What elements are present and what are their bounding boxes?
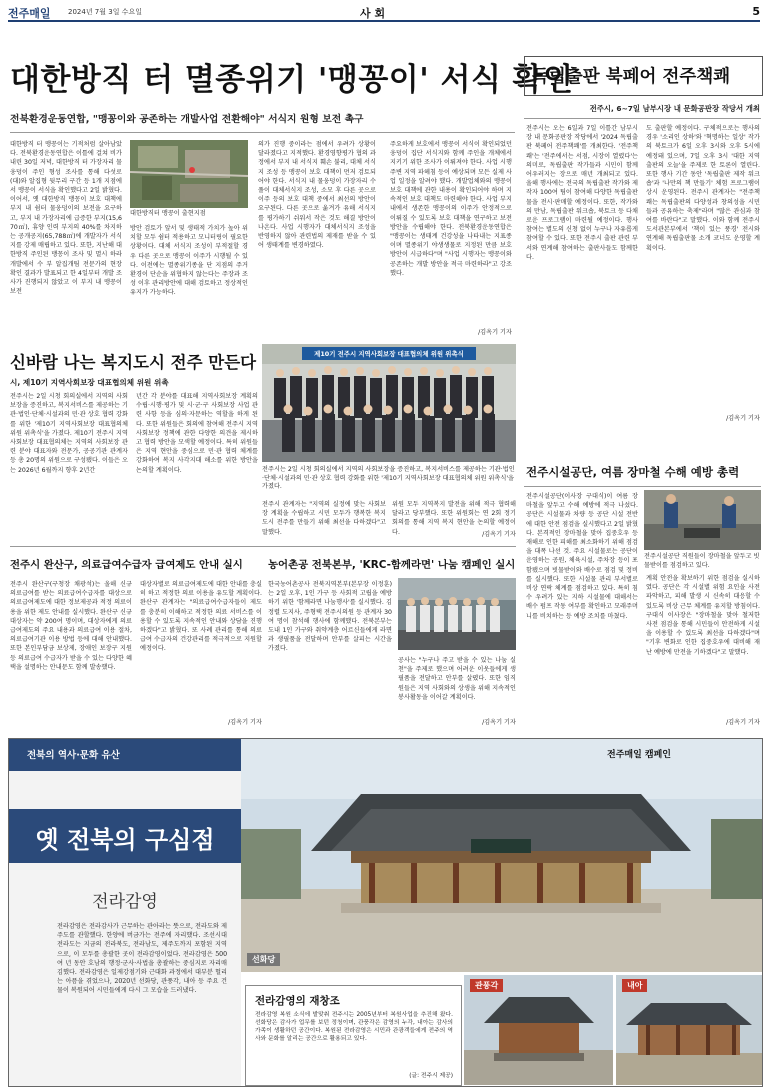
article3-byline: /김옥기 기자 — [482, 531, 516, 538]
section-title: 사 회 — [360, 7, 386, 20]
heritage-subtitle: 전라감영 — [92, 892, 158, 912]
article4-col2: 계획 안전을 확보하기 위한 점검을 실시하였다. 공단은 각 시설별 위험 요인을 사전 파악하고, 피해 발생 시 신속히 대응할 수 있도록 비상 근무 체계를 유지할 방침이다. 구대식 이사장은 "장마철을 맞아 철저한 사전 점검을 통해 시민들이 안전하게 시설을 이용할 수 있도록 최선을 다하겠다"며 "기후 변화로 인한 집중호우에 대비해 재난 예방에 만전을 기하겠다"고 말했다. — [646, 575, 760, 656]
group-photo-image — [262, 344, 516, 462]
article1-col3: 주요하게 보호에서 맹꽁이 서식이 확인되었던 웅덩이 집단 서식지와 함께 주인을 개체에서 지키기 위한 조사가 이뤄져야 한다. 사업 시행 주변 지역 파헤침 등이 예상되며 모든 실제 사업 일정을 알려야 했다. 개발업체와의 맹꽁이 보호 대책에 관한 내용이 확인되어야 하며 지속적인 보호 대책도 마련해야 한다. 사업 부지 내에서 생존한 맹꽁이의 이주가 안정적으로 이뤄질 수 있도록 보호 대책을 연구하고 보전 방안을 수립해야 한다. 전북환경운동연합은 "맹꽁이는 생태계 건강성을 나타내는 지표종이며 멸종위기 야생생물로 지정된 만큼 보호 방안이 시급하다"며 "사업 시행자는 맹꽁이와 공존하는 개발 방안을 적극 마련하라"고 강조했다. — [390, 141, 512, 277]
article2-col1: 전주시는 오는 6일과 7일 이틀간 남부시장 내 문화공판장 작당에서 '2024 독립출판 북페어 전주책쾌'를 개최한다. '전주책쾌'는 '전주에서는 서점, 시장이 열렸다'는 의미로, 독립출판 작가들과 시민이 함께 어우러지는 장으로 매년 개최되고 있다. 올해 행사에는 전국의 독립출판 작가와 제작자 100여 팀이 참여해 다양한 독립출판물을 전시·판매할 예정이다. 또한, 작가와의 만남, 독립출판 워크숍, 북토크 등 다채로운 프로그램이 마련될 예정이다. 행사 참여는 별도의 신청 없이 누구나 자유롭게 참여할 수 있다. 또한 전주시 출판 관련 부서와 연계해 참여하는 출판사들도 함께한다. — [526, 125, 638, 261]
article2-subtitle: 전주시, 6~7일 남부시장 내 문화공판장 작당서 개최 — [589, 104, 760, 113]
heritage-main-photo — [241, 739, 762, 972]
article1-col2b: 방안 검토가 앞서 및 생태적 가치가 높아 위치할 모두 쉼터 적용하고 모니터링이 필요한 상황이다. 대체 서식지 조성이 부적절할 경우 다른 곳으로 맹꽁이 이주가 시행될 수 있다. 이전에는 멸종위기종을 단 지점의 주거환경이 단순을 위협하지 않는다는 주장과 조성 이후 관리방안에 대해 검토하고 정상적인 유지가 가능하다. — [130, 225, 248, 297]
article4-byline: /김옥기 기자 — [726, 719, 760, 726]
paper-name: 전주매일 — [8, 7, 51, 20]
page-number: 5 — [752, 5, 760, 18]
article1-photo-caption: 대한방직터 맹꽁이 출현지점 — [130, 210, 206, 217]
article3-banner-text: 제10기 전주시 지역사회보장 대표협의체 위원 위촉식 — [314, 350, 464, 358]
heritage-section — [8, 738, 763, 1087]
article5-headline: 전주시 완산구, 의료급여수급자 급여제도 안내 실시 — [10, 559, 243, 571]
heritage-label-seonhwadang: 선화당 — [247, 953, 280, 966]
heritage-box-body: 전라감영 복원 소식에 발맞춰 전주시는 2005년부터 복원사업을 추진해 왔다. 선화당은 감사가 업무를 보던 정청이며, 관풍각은 감영의 누각, 내아는 감사의 가족이 생활하던 공간이다. 복원된 전라감영은 시민과 관광객들에게 전주의 역사와 문화를 알리는 공간으로 활용되고 있다. — [255, 1012, 453, 1042]
middle-rule — [10, 546, 516, 547]
article2-headline: 독립출판 북페어 전주책쾌 — [532, 67, 731, 87]
article3-col2: 년간 각 분야를 대표해 지역사회보장 계획의 수립·시행·평가 및 시·군·구 사회보장 사업 관련 사항 등을 심의·자문하는 역할을 하게 된다. 또한 위원들은 회의에 참여해 전주시 지역사회보장 정책에 관한 다양한 의견을 제시하고 협력 방안을 모색할 예정이다. 특히 위원들은 지역 현안을 중심으로 민·관 협력 체계를 강화하여 복지 사각지대 해소를 위한 방안을 논의할 계획이다. — [136, 393, 258, 474]
heritage-box-byline: (글: 전주시 제공) — [409, 1073, 453, 1079]
campaign-group-image — [398, 578, 516, 650]
article6-col1: 한국농어촌공사 전북지역본부(본부장 이정훈)는 2일 오후, 1인 가구 등 사회적 고립을 예방하기 위한 '함께라면 나눔행사'를 실시했다. 김정렬 도지사, 주형택 전주시의원 등 관계자 30여 명이 참석해 행사에 함께했다. 전북본부는 도내 1인 가구와 취약계층 어르신들에게 라면과 생필품을 전달하며 안부를 살피는 시간을 가졌다. — [268, 581, 392, 653]
article3-col3: 전주시 관계자는 "지역의 실정에 맞는 사회보장 계획을 수립하고 시민 모두가 행복한 복지도시 전주를 만들기 위해 최선을 다하겠다"고 말했다. — [262, 501, 386, 536]
header-rule — [8, 20, 760, 22]
article1-photo — [130, 140, 248, 208]
heritage-label-gwanpunggak: 관풍각 — [470, 979, 503, 992]
article4-headline: 전주시설공단, 여름 장마철 수해 예방 총력 — [526, 465, 740, 479]
article5-col1: 전주시 완산구(구청장 채광석)는 올해 신규 의료급여를 받는 의료급여수급자를 대상으로 의료급여제도에 대한 정보제공과 적정 의료이용을 위한 제도 안내를 실시했다. 완산구 신규 대상자는 약 200여 명이며, 대상자에게 의료급여제도의 주요 내용과 의료급여 이용 절차, 의료급여기관 이용 방법 등에 대해 안내했다. 또한 본인부담금 보상제, 장애인 보장구 지원 등 의료급여 수급자가 받을 수 있는 다양한 혜택을 설명하는 안내문도 함께 발송했다. — [10, 581, 132, 671]
article6-headline: 농어촌공 전북본부, 'KRC-함께라면' 나눔 캠페인 실시 — [268, 559, 516, 571]
article5-byline: /김옥기 기자 — [228, 719, 262, 726]
heritage-box-title: 전라감영의 재창조 — [255, 995, 340, 1007]
article1-col2: 의가 진행 중이라는 점에서 우려가 상황이 달라졌다고 지적했다. 환경영향평가 협의 과정에서 부지 내 서식지 훼손 불리, 대체 서식지 조성 등 맹꽁이 보호 대책이 먼저 검토되어야 한다. 서식지 내 물웅덩이 가장자리 수풀이 대체서식지 조성, 소모 후 다른 곳으로 이주 등의 보호 대책 중에서 최선의 방안이 요구된다. 다른 곳으로 옮겨가 유해 서식지를 평가하기 쉬워서 작은 것도 해결 방안이 나온다. 사업 시행자가 대체서식지 조성을 반영하지 않아 관련법의 제재를 받을 수 있어 생태계를 변경하였다. — [258, 141, 376, 250]
article3-headline: 신바람 나는 복지도시 전주 만든다 — [10, 353, 257, 372]
aerial-map-image — [130, 140, 248, 208]
article3-photo — [262, 344, 516, 462]
article3-col4: 위원 모두 지역복지 발전을 위해 적극 협력해 달라고 당부했다. 또한 위원회는 연 2회 정기회의를 통해 지역 복지 현안을 논의할 예정이다. — [392, 501, 516, 536]
article4-photo — [644, 490, 761, 550]
article1-byline: /김옥기 기자 — [478, 329, 512, 336]
header-date: 2024년 7월 3일 수요일 — [68, 8, 142, 16]
heritage-label-naea: 내아 — [622, 979, 647, 992]
article3-subtitle: 시, 제10기 지역사회보장 대표협의체 위원 위촉 — [10, 378, 169, 387]
article1-col1: 대한방직 터 맹꽁이는 기적처럼 살아남았다. 전북환경운동연합은 이틀에 걸쳐 비가 내린 30일 저녁, 대한방직 터 가장자리 물웅덩이 주인 형성 조사를 통해 다섯로 (대)와 알집형 뒷무리 구간 등 1개 지점에서 맹꽁이 서식을 확인했다고 2일 밝혔다. 이어서, 옛 대한방직 맹꽁이 보호 대책에 부지 내 쉼터 물웅덩이의 보전을 요구하고, 부지 내 가장자리에 급증한 부지(15,670㎡), 휴양 인력 부지의 40%를 차지하는 공개공지(65,788㎡)에 개발자가 서식지를 강제 매립하고 있다. 또한, 지난해 대한방직 주인된 맹꽁이 조사 및 멸시 하라 개발에서 수 부 알집개팀 전문가의 현장 확인 결과가 발표되고 한 4일부터 개발 조사가 진행되지 않았고 이 부지 내 맹꽁이 보전 — [10, 141, 122, 296]
article4-rule — [524, 486, 761, 487]
article6-col2: 공사는 "누구나 주고 받을 수 있는 나눔 실천"을 주제로 했으며 어려운 이웃들에게 생필품을 전달하고 안부를 살폈다. 또한 임직원들은 지역 사회와의 상생을 위해 지속적인 봉사활동을 이어갈 계획이다. — [398, 657, 516, 701]
masthead — [8, 5, 760, 19]
article4-photo-caption: 전주시설공단 직원들이 장마철을 앞두고 빗물받이를 점검하고 있다. — [644, 553, 760, 569]
article2-rule — [524, 118, 761, 119]
heritage-side-label: 전북의 역사·문화 유산 — [27, 750, 120, 761]
article2-col2: 도 출판할 예정이다. 구체적으로는 행사의 경우 '소리인 상하'와 '혁명하는 일상' 작가의 북토크가 6일 오후 3시와 오후 5시에 예정돼 있으며, 7일 오후 3시 '대한 지역 출판의 오늘'을 주제로 한 토론이 열린다. 또한 행사 기간 동안 '독립출판 제작 워크숍'과 '나만의 책 만들기' 체험 프로그램이 상시 운영된다. 전주시 관계자는 "전주책쾌는 독립출판의 다양성과 창의성을 시민들과 공유하는 축제"라며 "많은 관심과 참여를 바란다"고 말했다. 이와 함께 전주시 도서관본부에서 '책이 있는 풍경' 전시와 연계해 독립출판물 소개 코너도 운영할 계획이다. — [646, 125, 760, 252]
article4-col1: 전주시설공단(이사장 구대식)이 여름 장마철을 앞두고 수해 예방에 적극 나섰다. 공단은 시설물과 차량 등 공단 시설 전반에 대한 안전 점검을 실시했다고 2일 밝혔다. 본격적인 장마철을 맞아 집중호우 등 재해로 인한 피해를 최소화하기 위해 점검을 대폭 나선 것. 주요 시설물로는 공단이 운영하는 공원, 체육시설, 주차장 등이 포함됐으며 빗물받이와 배수로 점검 및 정비를 실시했다. 또한 시설물 관리 부서별로 비상 연락 체계를 점검하고 있다. 특히 침수 우려가 있는 지하 시설물에 대해서는 배수 펌프 작동 여부를 확인하고 모래주머니를 비치하는 등 예방 조치를 마쳤다. — [526, 493, 638, 620]
article6-photo — [398, 578, 516, 650]
article2-byline: /김옥기 기자 — [726, 415, 760, 422]
seonhwadang-building-image — [241, 739, 762, 972]
article5-col2: 대상자별로 의료급여제도에 대한 안내를 충실히 하고 적정한 의료 이용을 유도할 계획이다. 완산구 관계자는 "의료급여수급자들이 제도를 충분히 이해하고 적정한 의료 서비스를 이용할 수 있도록 지속적인 안내와 상담을 진행하겠다"고 밝혔다. 또 사례 관리를 통해 의료급여 수급자의 건강관리를 적극적으로 지원할 예정이다. — [140, 581, 262, 653]
article6-byline: /김옥기 기자 — [482, 719, 516, 726]
article1-subtitle: 전북환경운동연합, "맹꽁이와 공존하는 개발사업 전환해야" 서식지 원형 보전 촉구 — [10, 114, 364, 125]
drain-inspection-image — [644, 490, 761, 550]
heritage-body: 전라감영은 전라감사가 근무하는 관아라는 뜻으로, 전라도와 제주도를 관할했다. 한양에 버금가는 전주에 자리했다. 조선시대 전라도는 지금의 전라북도, 전라남도, 제주도까지 포함된 지역으로, 이 모두를 총괄한 곳이 전라감영이었다. 전라감영은 500여 년 동안 호남의 행정·군사·사법을 총괄하는 중심지로 자리매김했다. 전라감영은 일제강점기와 근대화 과정에서 대부분 헐리는 아픔을 겪었으나, 2020년 선화당, 관풍각, 내아 등 주요 건물이 복원되어 시민들에게 다시 그 모습을 드러냈다. — [57, 923, 227, 995]
heritage-title: 옛 전북의 구심점 — [35, 825, 215, 854]
article1-headline: 대한방직 터 멸종위기 '맹꽁이' 서식 확인 — [10, 62, 574, 98]
article1-rule — [10, 132, 515, 133]
article3-photo-caption: 전주시는 2일 시청 회의실에서 지역의 사회보장을 증진하고, 복지서비스를 제공하는 기관·법인·단체·시설과의 민·관 상호 협력 강화를 위한 '제10기 지역사회보장 대표협의체 위원 위촉식'을 가졌다. — [262, 466, 515, 491]
article3-col1: 전주시는 2일 시청 회의실에서 지역의 사회보장을 증진하고, 복지서비스를 제공하는 기관·법인·단체·시설과의 민·관 상호 협력 강화를 위한 '제10기 지역사회보장 대표협의체 위원 위촉식'을 가졌다. 제10기 전주시 지역사회보장 대표협의체는 지역의 사회보장 관련 분야 대표자와 전문가, 공공기관 관계자 등 총 20명의 위원으로 구성됐다. 이들은 오는 2026년 6월까지 향후 2년간 — [10, 393, 128, 474]
heritage-campaign-label: 전주매일 캠페인 — [607, 750, 671, 760]
